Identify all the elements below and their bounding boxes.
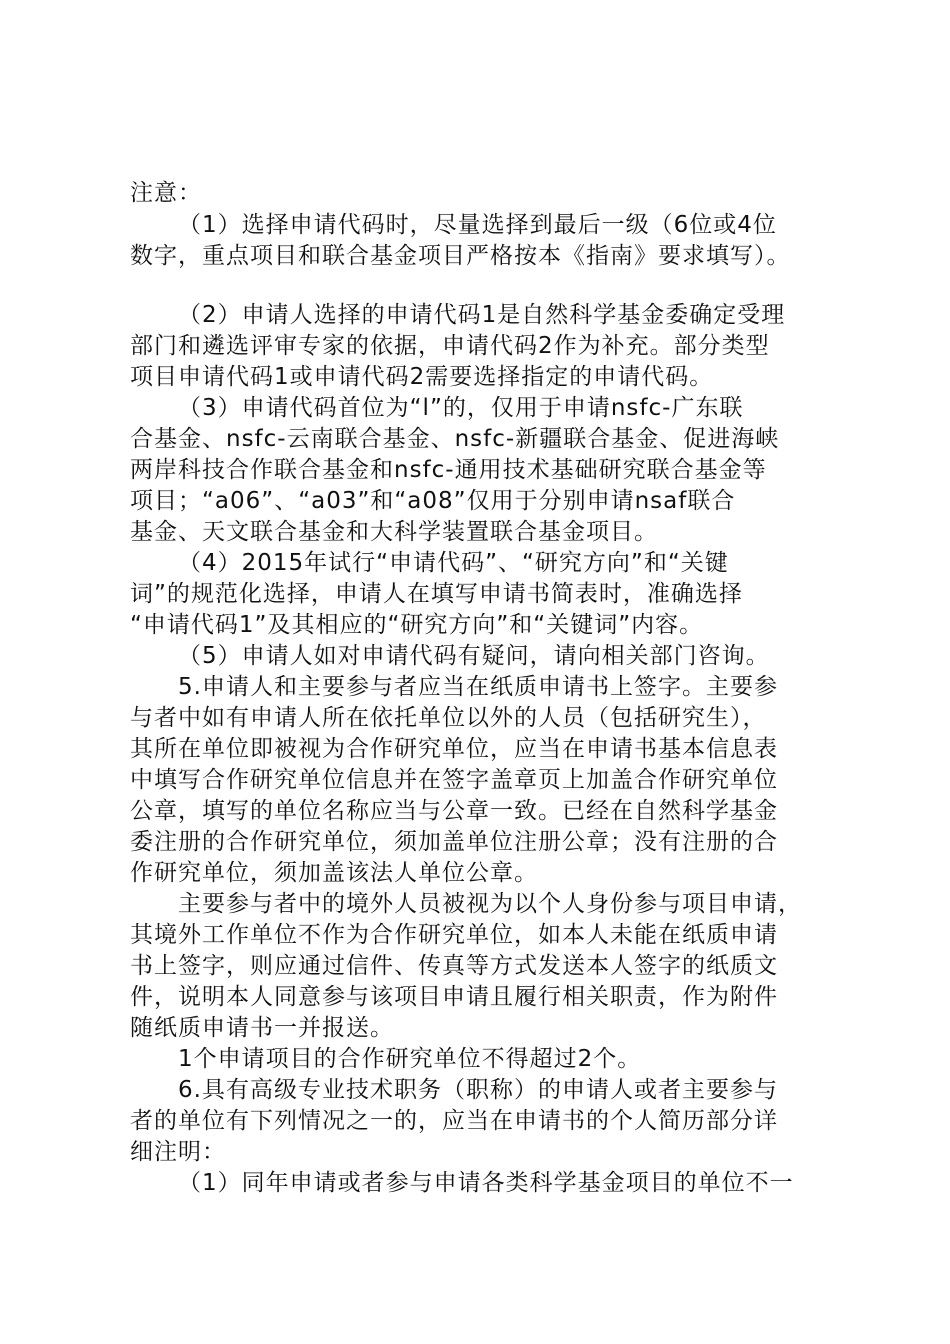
paragraph-line: 书上签字，则应通过信件、传真等方式发送本人签字的纸质文 — [130, 953, 778, 979]
paragraph-line: 者的单位有下列情况之一的，应当在申请书的个人简历部分详 — [130, 1108, 778, 1134]
paragraph-line: “申请代码1”及其相应的“研究方向”和“关键词”内容。 — [130, 612, 704, 638]
paragraph-line: 1个申请项目的合作研究单位不得超过2个。 — [178, 1046, 642, 1072]
paragraph-line: 项目；“a06”、“a03”和“a08”仅用于分别申请nsaf联合 — [130, 488, 736, 514]
paragraph-line: 合基金、nsfc-云南联合基金、nsfc-新疆联合基金、促进海峡 — [130, 426, 780, 452]
paragraph-line: 数字，重点项目和联合基金项目严格按本《指南》要求填写）。 — [130, 243, 791, 269]
paragraph-line: 项目申请代码1或申请代码2需要选择指定的申请代码。 — [130, 364, 714, 390]
paragraph-line: 与者中如有申请人所在依托单位以外的人员（包括研究生）， — [130, 705, 767, 731]
paragraph-line: 公章，填写的单位名称应当与公章一致。已经在自然科学基金 — [130, 798, 778, 824]
paragraph-line: （4）2015年试行“申请代码”、“研究方向”和“关键 — [178, 550, 729, 576]
paragraph-line: 其境外工作单位不作为合作研究单位，如本人未能在纸质申请 — [130, 922, 778, 948]
paragraph-line: （1）选择申请代码时，尽量选择到最后一级（6位或4位 — [178, 212, 777, 238]
paragraph-line: （5）申请人如对申请代码有疑问，请向相关部门咨询。 — [178, 643, 770, 669]
paragraph-line: 词”的规范化选择，申请人在填写申请书简表时，准确选择 — [130, 581, 743, 607]
paragraph-line: 基金、天文联合基金和大科学装置联合基金项目。 — [130, 519, 658, 545]
paragraph-line: （3）申请代码首位为“l”的，仅用于申请nsfc-广东联 — [178, 395, 744, 421]
paragraph-line: 作研究单位，须加盖该法人单位公章。 — [130, 860, 538, 886]
paragraph-line: 随纸质申请书一并报送。 — [130, 1015, 394, 1041]
paragraph-line: （2）申请人选择的申请代码1是自然科学基金委确定受理 — [178, 302, 786, 328]
paragraph-line: 细注明： — [130, 1139, 226, 1165]
paragraph-line: 6.具有高级专业技术职务（职称）的申请人或者主要参与 — [178, 1077, 778, 1103]
paragraph-line: 5.申请人和主要参与者应当在纸质申请书上签字。主要参 — [178, 674, 778, 700]
paragraph-line: 委注册的合作研究单位，须加盖单位注册公章；没有注册的合 — [130, 829, 778, 855]
paragraph-line: 主要参与者中的境外人员被视为以个人身份参与项目申请， — [178, 891, 802, 917]
paragraph-line: 中填写合作研究单位信息并在签字盖章页上加盖合作研究单位 — [130, 767, 778, 793]
paragraph-line: （1）同年申请或者参与申请各类科学基金项目的单位不一 — [178, 1170, 794, 1196]
note-heading: 注意： — [130, 180, 202, 206]
paragraph-line: 两岸科技合作联合基金和nsfc-通用技术基础研究联合基金等 — [130, 457, 767, 483]
paragraph-line: 部门和遴选评审专家的依据，申请代码2作为补充。部分类型 — [130, 333, 770, 359]
paragraph-line: 其所在单位即被视为合作研究单位，应当在申请书基本信息表 — [130, 736, 778, 762]
paragraph-line: 件，说明本人同意参与该项目申请且履行相关职责，作为附件 — [130, 984, 778, 1010]
